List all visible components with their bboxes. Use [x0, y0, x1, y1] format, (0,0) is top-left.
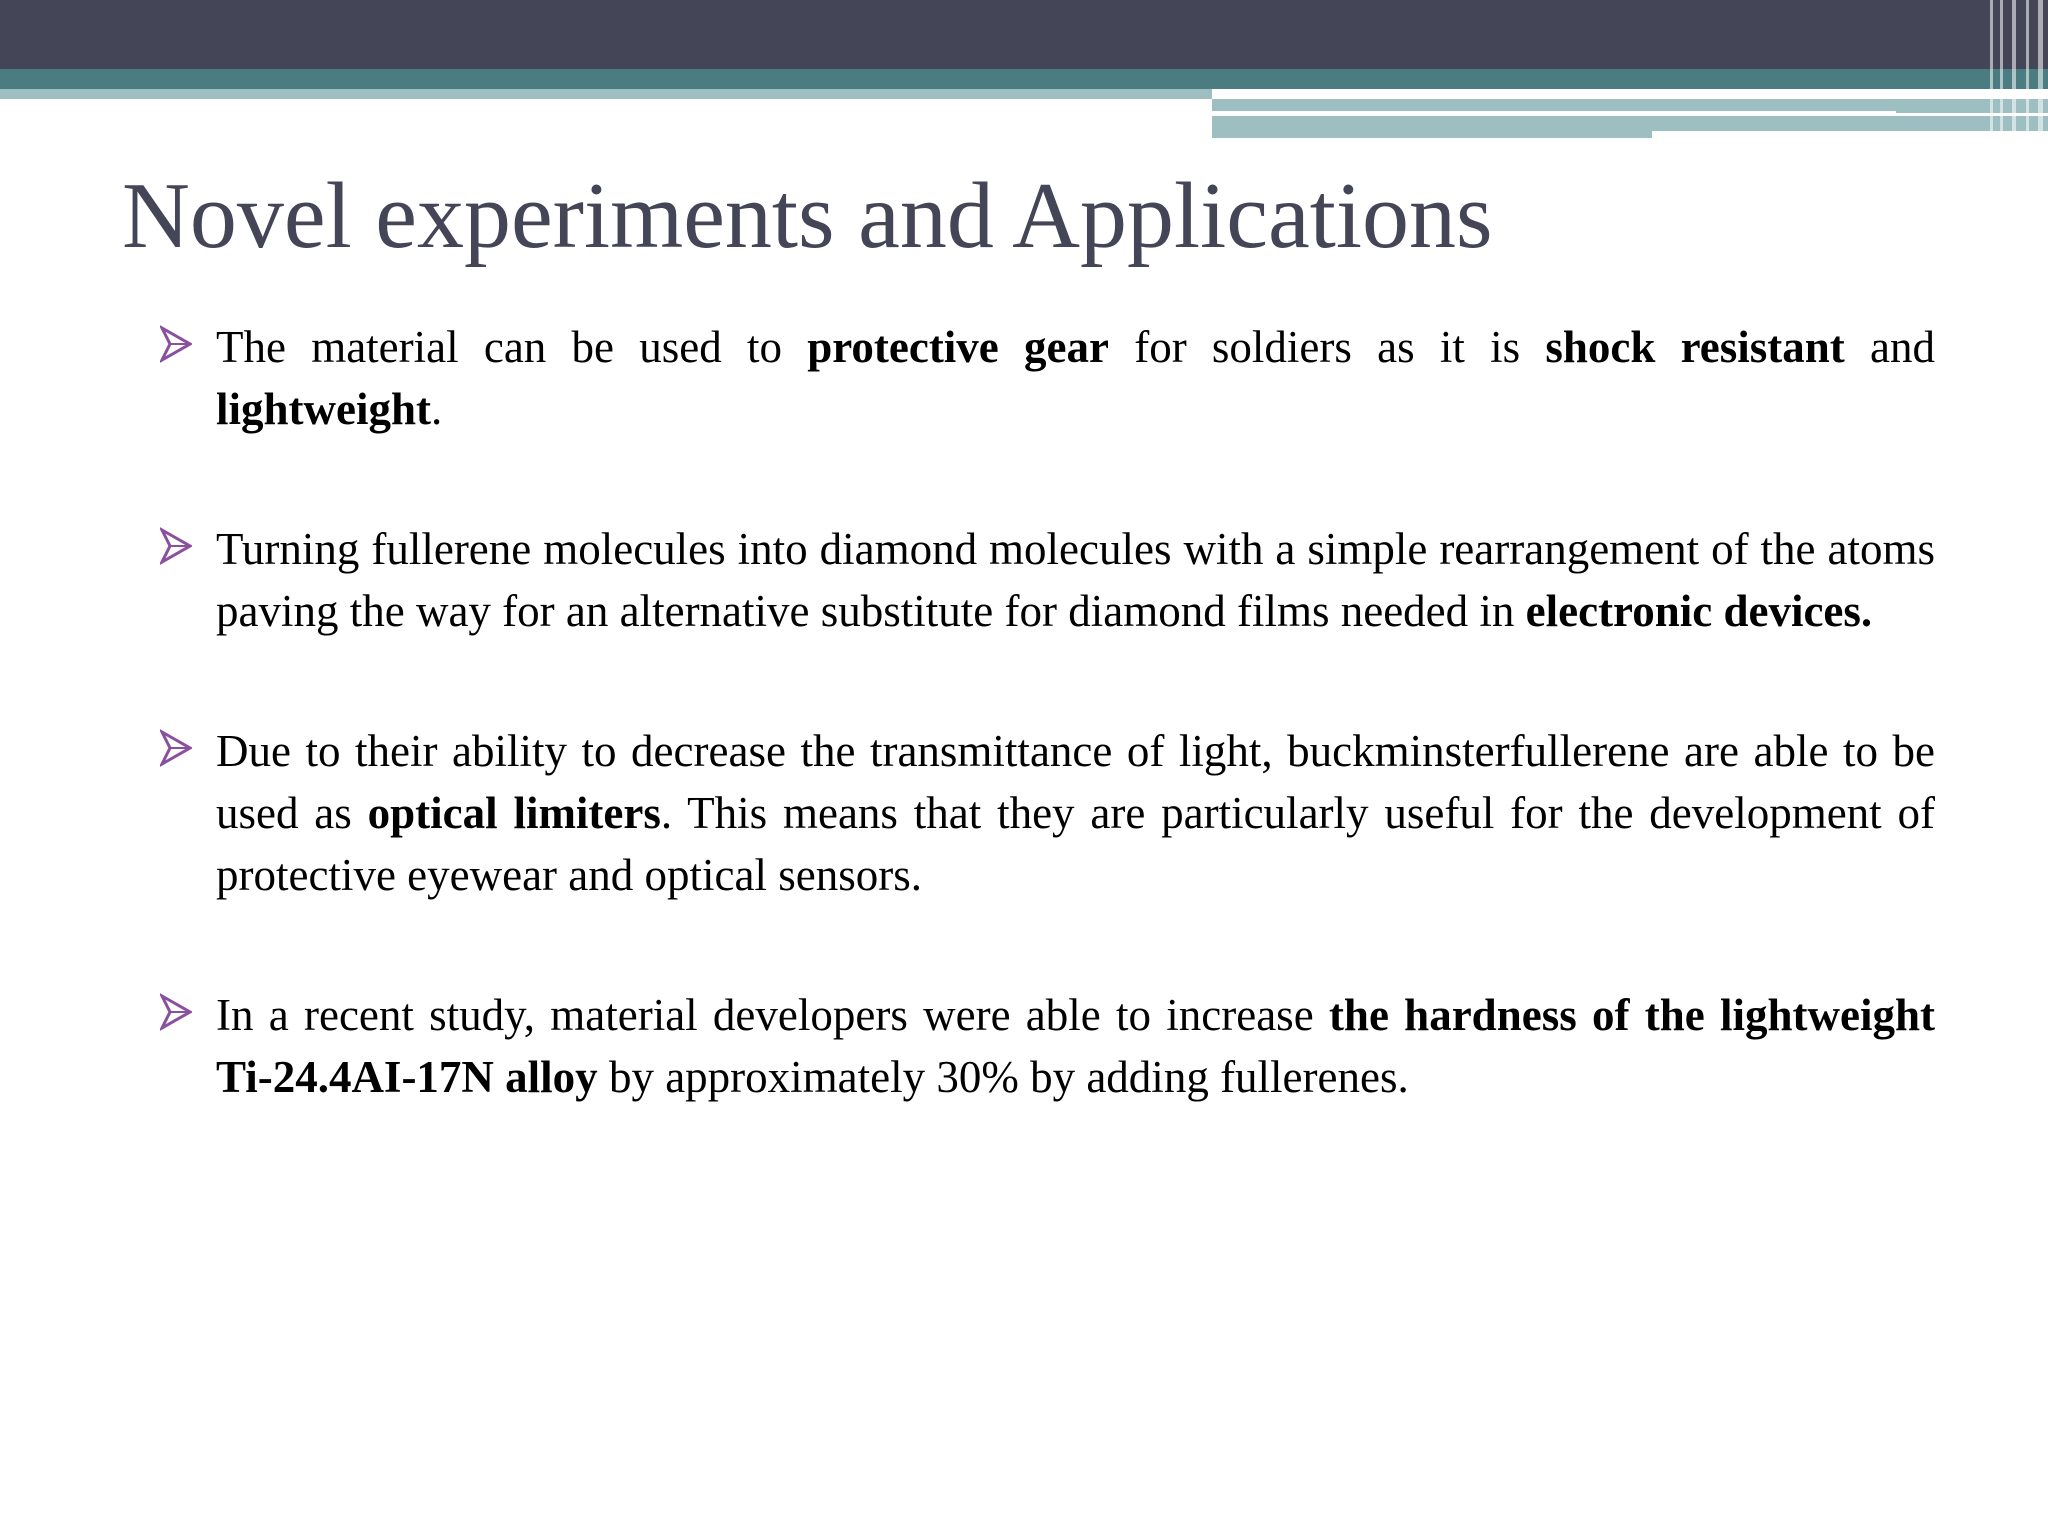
bullet-text [216, 518, 1935, 642]
arrowhead-bullet-icon [160, 526, 192, 566]
bullet-text-run: . This means that they are particularly useful for the development of protective eyewear and optical sensors. [216, 788, 1935, 900]
bullet-text-run: In a recent study, material developers were able to increase [216, 990, 1329, 1040]
bullet-text-bold: protective gear [807, 322, 1109, 372]
bullet-item [160, 518, 1935, 642]
bullet-list [160, 316, 1935, 1186]
header-band-teal [0, 69, 2048, 89]
bullet-text-run: by approximately 30% by adding fullerenes. [597, 1052, 1409, 1102]
bullet-item [160, 316, 1935, 440]
bullet-text-bold: the hardness of the lightweight Ti-24.4AI-17N alloy [216, 990, 1935, 1102]
arrowhead-bullet-icon [160, 728, 192, 768]
bullet-text-bold: optical limiters [367, 788, 661, 838]
arrowhead-bullet-icon [160, 324, 192, 364]
bullet-text-run: Turning fullerene molecules into diamond molecules with a simple rearrangement of the atoms paving the way for an alternative substitute for diamond films needed in [216, 524, 1935, 636]
slide-title: Novel experiments and Applications [122, 164, 1493, 268]
bullet-text-run: The material can be used to [216, 322, 808, 372]
bullet-text [216, 316, 1935, 440]
header-vertical-stripes [1986, 0, 2048, 138]
bullet-text-bold: shock resistant [1545, 322, 1845, 372]
bullet-text-bold: lightweight [216, 384, 432, 434]
bullet-text-run: and [1844, 322, 1935, 372]
bullet-item [160, 984, 1935, 1108]
header-band-light-left [0, 89, 1212, 99]
bullet-item [160, 720, 1935, 906]
bullet-text-bold: electronic devices. [1525, 586, 1873, 636]
bullet-text [216, 720, 1935, 906]
bullet-text-run: for soldiers as it is [1108, 322, 1546, 372]
bullet-text-run: Due to their ability to decrease the transmittance of light, buckminsterfullerene are able to be used as [216, 726, 1935, 838]
header-band-light-step [1212, 116, 1652, 138]
arrowhead-bullet-icon [160, 992, 192, 1032]
bullet-text [216, 984, 1935, 1108]
bullet-text-run: . [431, 384, 443, 434]
header-band-dark [0, 0, 2048, 69]
